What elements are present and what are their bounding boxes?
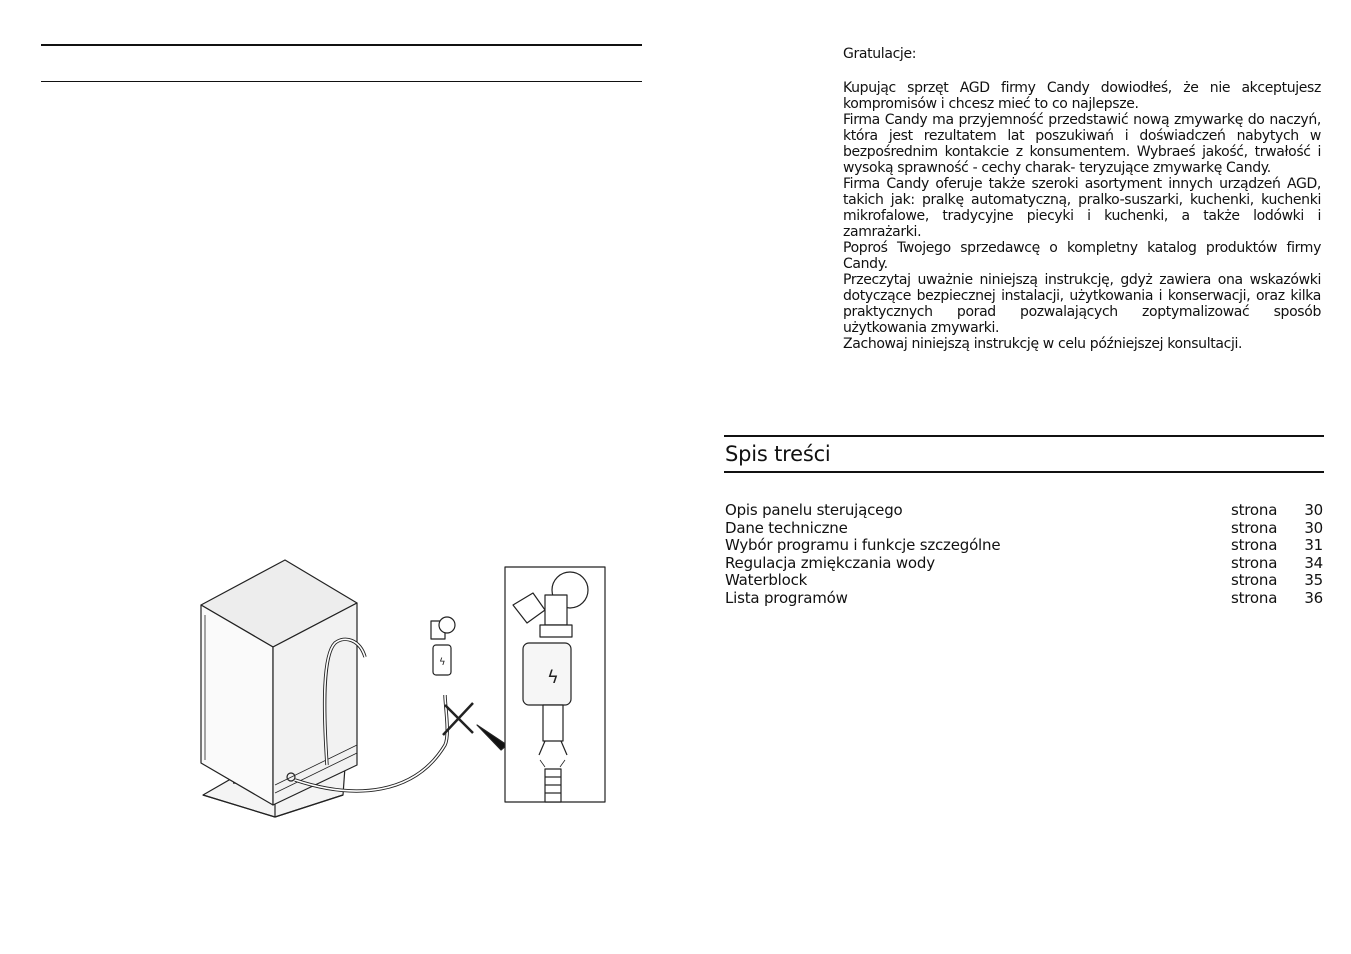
toc-item-title: Regulacja zmiękczania wody: [725, 553, 935, 572]
dishwasher-waterblock-installation-illustration: [195, 555, 615, 825]
toc-item: [725, 502, 1323, 520]
toc-item-word: strona: [1231, 553, 1278, 572]
toc-item-title: Dane techniczne: [725, 518, 848, 537]
toc-item-word: strona: [1231, 501, 1278, 519]
toc-bottom-rule: [724, 471, 1324, 473]
toc-item-title: Lista programów: [725, 588, 848, 607]
svg-text:ϟ: ϟ: [547, 667, 559, 688]
toc-title: Spis treści: [725, 442, 831, 466]
top-rule-left: [41, 44, 642, 46]
toc-item-page: 30: [1304, 518, 1323, 537]
dishwasher-cabinet-icon: [201, 560, 357, 805]
toc-item-word: strona: [1231, 518, 1278, 537]
intro-paragraph: Przeczytaj uważnie niniejszą instrukcję, gdyż zawiera ona wskazówki dotyczące bezpiecznej instalacji, użytkowania i konserwacji, oraz kilka praktycznych porad pozwalających zoptymalizować sposób użytkowania zmywarki.: [843, 272, 1321, 336]
toc-top-rule: [724, 435, 1324, 437]
waterblock-detail-inset: [505, 567, 605, 802]
intro-paragraph: Firma Candy oferuje także szeroki asortyment innych urządzeń AGD, takich jak: pralkę automatyczną, pralko-suszarki, kuchenki, kuchenki mikrofalowe, tradycyjne piecyki i kuchenki, a także lodówki i zamrażarki.: [843, 176, 1321, 240]
intro-paragraph: Zachowaj niniejszą instrukcję w celu późniejszej konsultacji.: [843, 336, 1243, 352]
toc-item-page: 35: [1304, 571, 1323, 590]
pointer-arrow-icon: [477, 725, 507, 750]
toc-item-title: Wybór programu i funkcje szczególne: [725, 536, 1001, 555]
toc-item: [725, 555, 1323, 573]
intro-paragraph: Poproś Twojego sprzedawcę o kompletny katalog produktów firmy Candy.: [843, 240, 1321, 272]
second-rule-left: [41, 81, 642, 82]
toc-item-page: 30: [1304, 501, 1323, 519]
toc-item-word: strona: [1231, 588, 1278, 607]
toc-item: [725, 537, 1323, 555]
intro-paragraph: Firma Candy ma przyjemność przedstawić nową zmywarkę do naczyń, która jest rezultatem lat poszukiwań i doświadczeń nabytych w bezpośrednim kontakcie z konsumentem. Wybraeś jakość, trwałość i wysoką sprawność - cechy charak- teryzujące zmywarkę Candy.: [843, 112, 1321, 176]
toc-item-word: strona: [1231, 536, 1278, 555]
intro-section: [843, 46, 1321, 352]
waterblock-valve-icon: [431, 617, 455, 675]
toc-item: [725, 572, 1323, 590]
intro-paragraph: Kupując sprzęt AGD firmy Candy dowiodłeś, że nie akceptujesz kompromisów i chcesz mieć to co najlepsze.: [843, 80, 1321, 112]
toc-item-word: strona: [1231, 571, 1278, 590]
toc-item-page: 31: [1304, 536, 1323, 555]
svg-text:ϟ: ϟ: [439, 657, 446, 668]
intro-greeting: Gratulacje:: [843, 46, 917, 62]
toc-list: [725, 502, 1323, 608]
toc-item: [725, 590, 1323, 608]
toc-item: [725, 520, 1323, 538]
toc-item-page: 34: [1304, 553, 1323, 572]
toc-item-title: Waterblock: [725, 571, 808, 590]
toc-item-page: 36: [1304, 588, 1323, 607]
toc-item-title: Opis panelu sterującego: [725, 501, 903, 519]
